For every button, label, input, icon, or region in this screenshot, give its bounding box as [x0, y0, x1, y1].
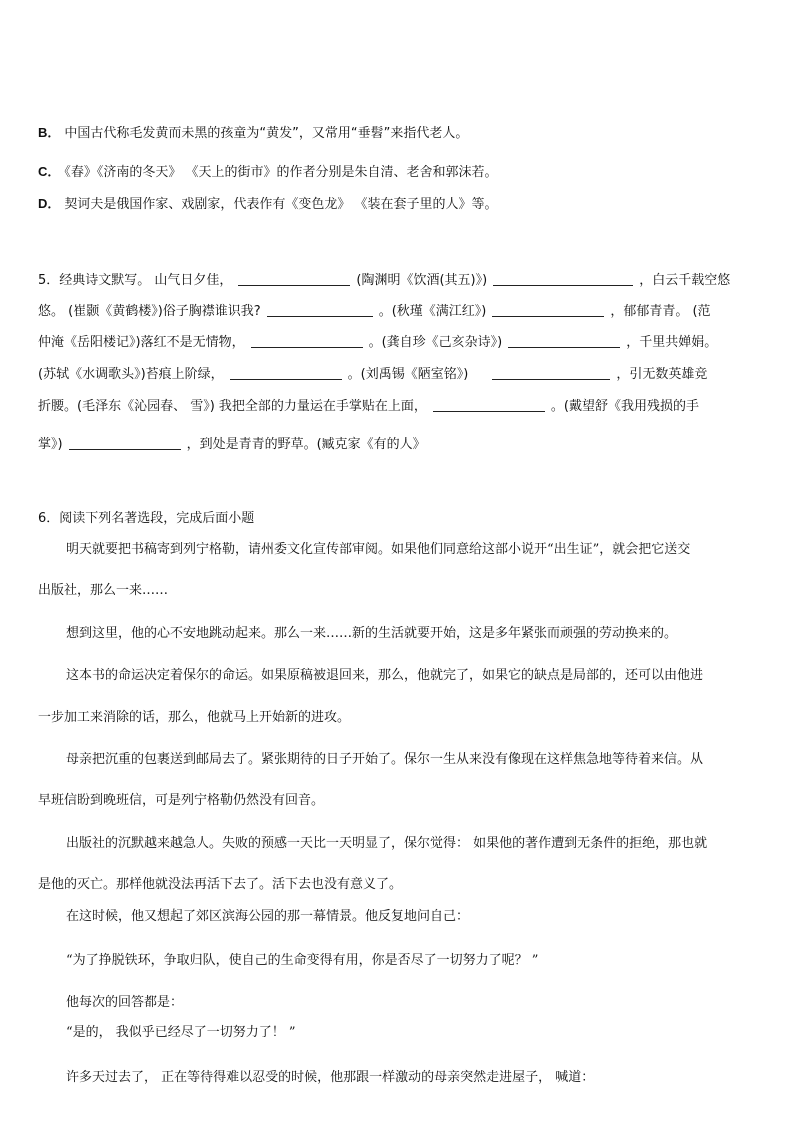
q5-text: 5．经典诗文默写。 山气日夕佳，	[38, 273, 233, 288]
answer-blank[interactable]	[230, 366, 342, 380]
passage-paragraph: 想到这里，他的心不安地跳动起来。那么一来……新的生活就要开始，这是多年紧张而顽强的劳动换来的。	[66, 626, 678, 641]
q5-text: 。(刘禹锡《陋室铭》)	[347, 367, 469, 382]
q5-text: 掌》)	[38, 437, 63, 452]
q5-text: 。(龚自珍《己亥杂诗》)	[368, 335, 503, 350]
answer-blank[interactable]	[492, 366, 610, 380]
answer-blank[interactable]	[508, 334, 620, 348]
answer-blank[interactable]	[267, 303, 373, 317]
answer-blank[interactable]	[69, 436, 181, 450]
option-d	[38, 195, 498, 214]
q5-line-4	[38, 366, 707, 384]
option-b-letter: B．	[38, 125, 61, 140]
q5-text: ，郁郁青青。 (范	[610, 304, 711, 319]
q5-line-6	[38, 436, 426, 454]
q5-line-1	[38, 272, 730, 290]
q5-line-3	[38, 334, 717, 352]
q5-text: 仲淹《岳阳楼记》)落红不是无情物，	[38, 335, 245, 350]
q5-line-2	[38, 303, 711, 321]
passage-paragraph: “是的， 我似乎已经尽了一切努力了！ ”	[66, 1025, 296, 1040]
q5-text: 折腰。(毛泽东《沁园春、 雪》) 我把全部的力量运在手掌贴在上面，	[38, 399, 427, 414]
answer-blank[interactable]	[251, 334, 363, 348]
answer-blank[interactable]	[493, 272, 633, 286]
option-d-text: 契诃夫是俄国作家、戏剧家，代表作有《变色龙》 《装在套子里的人》等。	[64, 197, 498, 212]
passage-paragraph: 许多天过去了， 正在等待得难以忍受的时候，他那跟一样激动的母亲突然走进屋子， 喊道：	[66, 1070, 595, 1085]
passage-paragraph: 在这时候，他又想起了郊区滨海公园的那一幕情景。他反复地问自己：	[66, 909, 470, 924]
passage-paragraph: 早班信盼到晚班信，可是列宁格勒仍然没有回音。	[38, 793, 325, 808]
q5-text: 悠。 (崔颢《黄鹤楼》)俗子胸襟谁识我?	[38, 304, 261, 319]
q5-text: 。(秋瑾《满江红》)	[378, 304, 487, 319]
option-b	[38, 124, 468, 143]
option-c-letter: C．	[38, 164, 61, 179]
passage-paragraph: 出版社的沉默越来越急人。失败的预感一天比一天明显了，保尔觉得： 如果他的著作遭到无条件的拒绝，那也就	[66, 836, 708, 851]
passage-paragraph: 他每次的回答都是：	[66, 995, 184, 1010]
answer-blank[interactable]	[433, 398, 545, 412]
q5-text: 。(戴望舒《我用残损的手	[550, 399, 699, 414]
q5-text: ，千里共婵娟。	[626, 335, 718, 350]
q5-line-5	[38, 398, 699, 416]
passage-paragraph: 这本书的命运决定着保尔的命运。如果原稿被退回来，那么，他就完了，如果它的缺点是局部的，还可以由他进	[66, 668, 704, 683]
q5-text: (陶渊明《饮酒(其五)》)	[356, 273, 488, 288]
passage-paragraph: 一步加工来消除的话，那么，他就马上开始新的进攻。	[38, 710, 351, 725]
option-c-text: 《春》《济南的冬天》 《天上的街市》的作者分别是朱自清、老舍和郭沫若。	[64, 165, 498, 180]
answer-blank[interactable]	[492, 303, 604, 317]
q5-text: ，白云千载空悠	[639, 273, 731, 288]
q5-text: ，到处是青青的野草。(臧克家《有的人》	[186, 437, 426, 452]
option-b-text: 中国古代称毛发黄而未黑的孩童为“黄发”，又常用“垂髫”来指代老人。	[64, 126, 469, 141]
passage-paragraph: 母亲把沉重的包裹送到邮局去了。紧张期待的日子开始了。保尔一生从来没有像现在这样焦急地等待着来信。从	[66, 752, 704, 767]
q6-title: 6．阅读下列名著选段，完成后面小题	[38, 511, 255, 526]
passage-paragraph: 明天就要把书稿寄到列宁格勒，请州委文化宣传部审阅。如果他们同意给这部小说开“出生证”，就会把它送交	[66, 542, 691, 557]
option-c	[38, 163, 498, 182]
passage-paragraph: 出版社，那么一来……	[38, 583, 169, 598]
answer-blank[interactable]	[238, 272, 350, 286]
q5-text: ，引无数英雄竞	[616, 367, 708, 382]
option-d-letter: D．	[38, 196, 61, 211]
passage-paragraph: 是他的灭亡。那样他就没法再活下去了。活下去也没有意义了。	[38, 877, 403, 892]
q5-text: (苏轼《水调歌头》)苔痕上阶绿，	[38, 367, 224, 382]
passage-paragraph: “为了挣脱铁环，争取归队，使自己的生命变得有用，你是否尽了一切努力了呢？ ”	[66, 953, 539, 968]
